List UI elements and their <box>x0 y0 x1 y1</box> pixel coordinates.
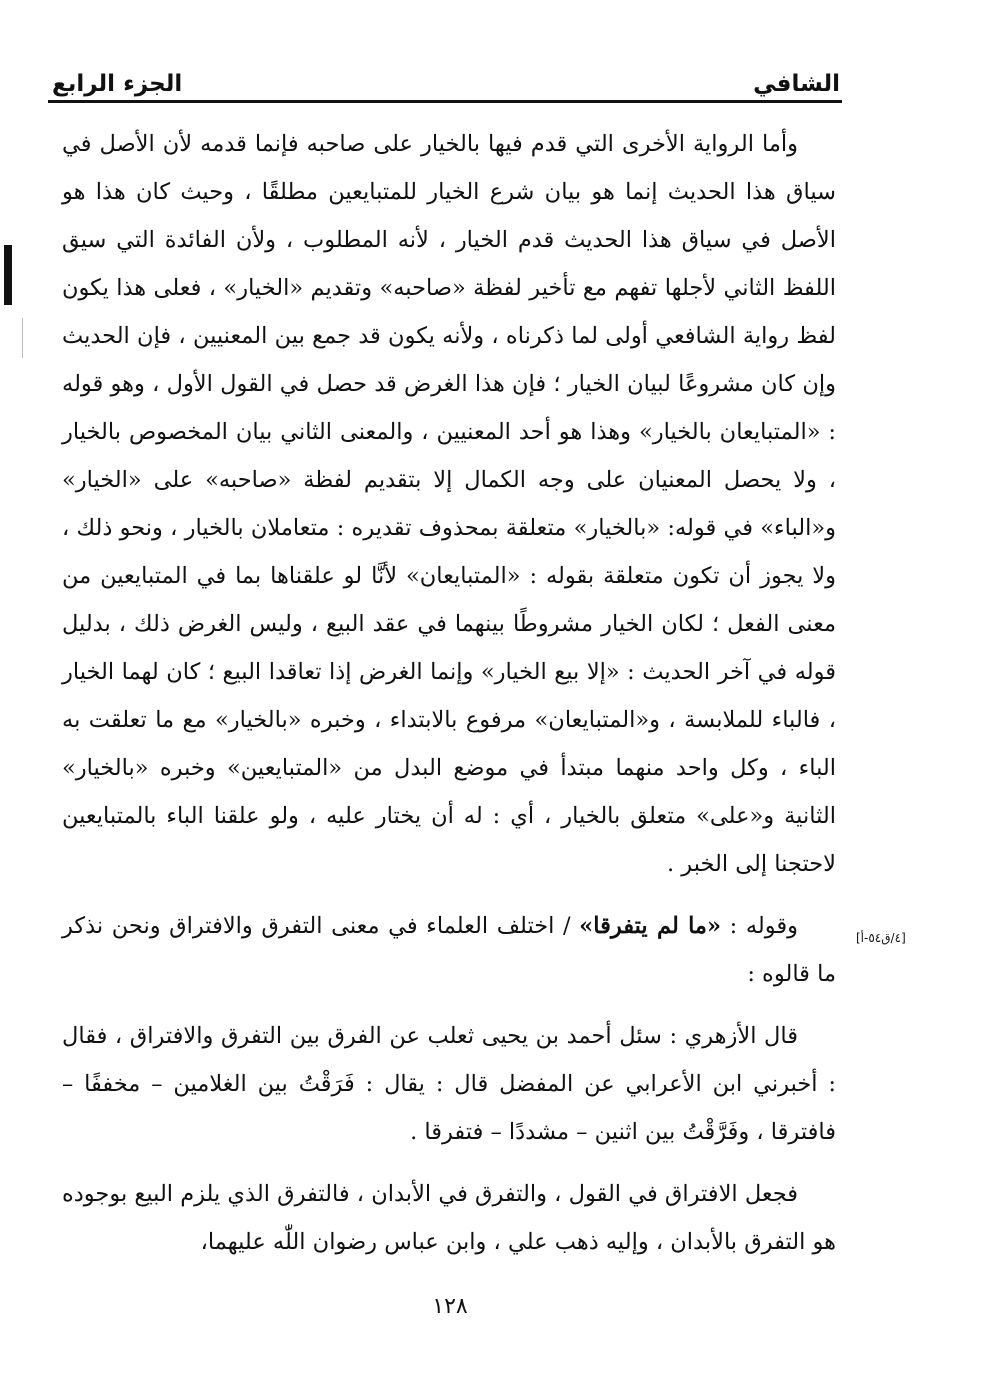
main-text <box>62 120 836 1280</box>
scan-edge-line <box>22 318 23 358</box>
header-volume-title: الجزء الرابع <box>52 71 183 97</box>
hadith-phrase: «ما لم يتفرقا» <box>579 913 722 939</box>
paragraph-4: فجعل الافتراق في القول ، والتفرق في الأبدان ، فالتفرق الذي يلزم البيع بوجوده هو التفرق بالأبدان ، وإليه ذهب علي ، وابن عباس رضوان اللّٰه عليهما، <box>62 1181 836 1255</box>
header-book-title: الشافي <box>753 71 840 97</box>
scan-edge-mark <box>4 245 12 305</box>
paragraph-2 <box>62 902 836 998</box>
paragraph-3: قال الأزهري : سئل أحمد بن يحيى ثعلب عن الفرق بين التفرق والافتراق ، فقال : أخبرني ابن الأعرابي عن المفضل قال : يقال : فَرَقْتُ بين الغلامين – مخففًا – فافترقا ، وفَرَّقْتُ بين اثنين – مشددًا – فتفرقا . <box>62 1023 836 1145</box>
paragraph-2-prefix: وقوله : <box>721 913 798 939</box>
manuscript-folio-note: [٤/ق٥٤-أ] <box>856 931 906 945</box>
paragraph-2-rest: / اختلف العلماء في معنى التفرق والافتراق ونحن نذكر ما قالوه : <box>62 913 836 987</box>
paragraph-1: وأما الرواية الأخرى التي قدم فيها بالخيار على صاحبه فإنما قدمه لأن الأصل في سياق هذا الحديث إنما هو بيان شرع الخيار للمتبايعين مطلقًا ، وحيث كان هذا هو الأصل في سياق هذا الحديث قدم الخيار ، لأنه المطلوب ، ولأن الفائدة التي سيق اللفظ الثاني لأجلها تفهم مع تأخير لفظة «صاحبه» وتقديم «الخيار» ، فعلى هذا يكون لفظ رواية الشافعي أولى لما ذكرناه ، ولأنه يكون قد جمع بين المعنيين ، فإن الحديث وإن كان مشروعًا لبيان الخيار ؛ فإن هذا الغرض قد حصل في القول الأول ، وهو قوله : «المتبايعان بالخيار» وهذا هو أحد المعنيين ، والمعنى الثاني بيان المخصوص بالخيار ، ولا يحصل المعنيان على وجه الكمال إلا بتقديم لفظة «صاحبه» على «الخيار» و«الباء» في قوله: «بالخيار» متعلقة بمحذوف تقديره : متعاملان بالخيار ، ونحو ذلك ، ولا يجوز أن تكون متعلقة بقوله : «المتبايعان» لأنَّا لو علقناها بما في المتبايعين من معنى الفعل ؛ لكان الخيار مشروطًا بينهما في عقد البيع ، وليس الغرض ذلك ، بدليل قوله في آخر الحديث : «إلا بيع الخيار» وإنما الغرض إذا تعاقدا البيع ؛ كان لهما الخيار ، فالباء للملابسة ، و«المتبايعان» مرفوع بالابتداء ، وخبره «بالخيار» مع ما تعلقت به الباء ، وكل واحد منهما مبتدأ في موضع البدل من «المتبايعين» وخبره «بالخيار» الثانية و«على» متعلق بالخيار ، أي : له أن يختار عليه ، ولو علقنا الباء بالمتبايعين لاحتجنا إلى الخبر . <box>62 131 836 877</box>
running-header <box>52 56 840 96</box>
header-rule <box>48 100 842 103</box>
page-number: ١٢٨ <box>432 1294 468 1319</box>
